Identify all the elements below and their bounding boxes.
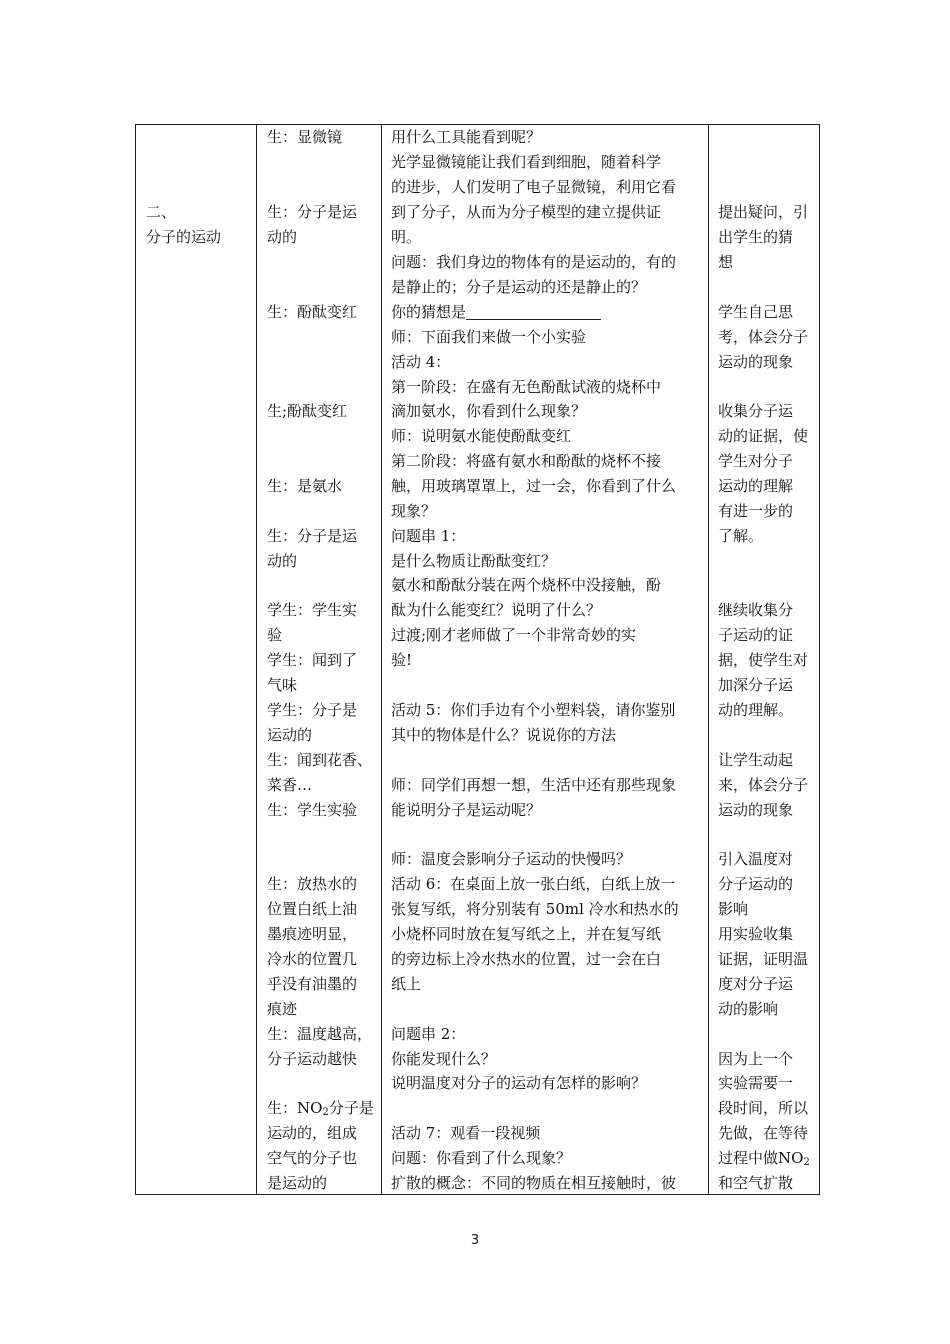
teacher-line: 小烧杯同时放在复写纸之上，并在复写纸 xyxy=(391,925,662,943)
intent-line: 先做，在等待 xyxy=(718,1124,809,1142)
teacher-line: 活动 7：观看一段视频 xyxy=(391,1124,541,1142)
student-line: 生：$NO_2$分子是 xyxy=(267,1099,374,1118)
student-line: 运动的 xyxy=(267,726,313,744)
intent-line: 运动的现象 xyxy=(718,353,794,371)
student-line: 学生：学生实 xyxy=(267,601,358,619)
teacher-line: 光学显微镜能让我们看到细胞，随着科学 xyxy=(391,153,662,171)
intent-line: 分子运动的 xyxy=(718,875,794,893)
teacher-line: 扩散的概念：不同的物质在相互接触时，彼 xyxy=(391,1174,677,1192)
student-line: 是运动的 xyxy=(267,1174,328,1192)
student-line: 动的 xyxy=(267,228,298,246)
intent-line: 学生自己思 xyxy=(718,303,794,321)
teacher-line: 是什么物质让酚酞变红？ xyxy=(391,552,557,570)
student-line: 生：分子是运 xyxy=(267,203,358,221)
student-line: 菜香… xyxy=(267,776,313,794)
intent-line: 考，体会分子 xyxy=(718,328,809,346)
intent-line: 引入温度对 xyxy=(718,850,794,868)
teacher-line: 验! xyxy=(391,651,413,669)
teacher-line: 活动 5：你们手边有个小塑料袋，请你鉴别 xyxy=(391,701,676,719)
intent-line: 学生对分子 xyxy=(718,452,794,470)
answer-blank xyxy=(466,303,601,320)
intent-line: 出学生的猜 xyxy=(718,228,794,246)
student-line: 生：学生实验 xyxy=(267,801,358,819)
column-divider xyxy=(708,125,709,1194)
student-line: 生;酚酞变红 xyxy=(267,402,348,420)
student-line: 冷水的位置几 xyxy=(267,950,358,968)
intent-line: 动的影响 xyxy=(718,1000,779,1018)
section-column xyxy=(146,125,254,1194)
student-line: 学生：分子是 xyxy=(267,701,358,719)
teacher-line: 问题串 1： xyxy=(391,527,466,545)
teacher-line: 明。 xyxy=(391,228,422,246)
teacher-line: 说明温度对分子的运动有怎样的影响？ xyxy=(391,1074,647,1092)
student-line: 乎没有油墨的 xyxy=(267,975,358,993)
intent-line: 有进一步的 xyxy=(718,502,794,520)
student-line: 生：温度越高， xyxy=(267,1025,373,1043)
intent-line: 来，体会分子 xyxy=(718,776,809,794)
student-line: 验 xyxy=(267,626,283,644)
student-line: 生：是氨水 xyxy=(267,477,343,495)
intent-line: 了解。 xyxy=(718,527,764,545)
intent-line: 提出疑问，引 xyxy=(718,203,809,221)
student-line: 墨痕迹明显， xyxy=(267,925,358,943)
teacher-line: 活动 6：在桌面上放一张白纸，白纸上放一 xyxy=(391,875,676,893)
teacher-line: 问题：我们身边的物体有的是运动的，有的 xyxy=(391,253,677,271)
intent-line: 继续收集分 xyxy=(718,601,794,619)
student-activity-column xyxy=(267,125,375,1194)
intent-line: 段时间，所以 xyxy=(718,1099,809,1117)
design-intent-column xyxy=(718,125,812,1194)
intent-line: 加深分子运 xyxy=(718,676,794,694)
intent-line: 据，使学生对 xyxy=(718,651,809,669)
teacher-line: 纸上 xyxy=(391,975,422,993)
teacher-line: 触，用玻璃罩罩上，过一会，你看到了什么 xyxy=(391,477,677,495)
intent-line: 想 xyxy=(718,253,734,271)
student-line: 空气的分子也 xyxy=(267,1149,358,1167)
intent-line: 运动的现象 xyxy=(718,801,794,819)
student-line: 运动的，组成 xyxy=(267,1124,358,1142)
teacher-line: 能说明分子是运动呢？ xyxy=(391,801,542,819)
column-divider xyxy=(256,125,257,1194)
intent-line: 实验需要一 xyxy=(718,1074,794,1092)
teacher-line: 问题串 2： xyxy=(391,1025,466,1043)
teacher-line: 师：温度会影响分子运动的快慢吗？ xyxy=(391,850,632,868)
intent-line: 动的理解。 xyxy=(718,701,794,719)
intent-line: 影响 xyxy=(718,900,749,918)
teacher-line: 用什么工具能看到呢？ xyxy=(391,128,542,146)
teacher-line: 你能发现什么？ xyxy=(391,1050,497,1068)
teacher-line: 的旁边标上冷水热水的位置，过一会在白 xyxy=(391,950,662,968)
teacher-line: 师：同学们再想一想，生活中还有那些现象 xyxy=(391,776,677,794)
teacher-line: 的进步，人们发明了电子显微镜，利用它看 xyxy=(391,178,677,196)
student-line: 生：酚酞变红 xyxy=(267,303,358,321)
intent-line: 让学生动起 xyxy=(718,751,794,769)
intent-line: 子运动的证 xyxy=(718,626,794,644)
teacher-line: 滴加氨水，你看到什么现象？ xyxy=(391,402,587,420)
teacher-line: 张复写纸，将分别装有 50ml 冷水和热水的 xyxy=(391,900,679,918)
intent-line: 过程中做$NO_2$ xyxy=(718,1149,810,1168)
student-line: 气味 xyxy=(267,676,298,694)
student-line: 位置白纸上油 xyxy=(267,900,358,918)
intent-line: 度对分子运 xyxy=(718,975,794,993)
teacher-line: 是静止的；分子是运动的还是静止的？ xyxy=(391,278,647,296)
teacher-line: 过渡;刚才老师做了一个非常奇妙的实 xyxy=(391,626,637,644)
intent-line: 收集分子运 xyxy=(718,402,794,420)
teacher-line: 师：说明氨水能使酚酞变红 xyxy=(391,427,572,445)
student-line: 生：分子是运 xyxy=(267,527,358,545)
intent-line: 动的证据，使 xyxy=(718,427,809,445)
teacher-line: 到了分子，从而为分子模型的建立提供证 xyxy=(391,203,662,221)
teacher-line: 酞为什么能变红？说明了什么？ xyxy=(391,601,602,619)
column-divider xyxy=(381,125,382,1194)
teacher-line: 其中的物体是什么？说说你的方法 xyxy=(391,726,617,744)
intent-line: 和空气扩散 xyxy=(718,1174,794,1192)
teacher-line: 第二阶段：将盛有氨水和酚酞的烧杯不接 xyxy=(391,452,662,470)
intent-line: 证据，证明温 xyxy=(718,950,809,968)
intent-line: 用实验收集 xyxy=(718,925,794,943)
teacher-line: 师：下面我们来做一个小实验 xyxy=(391,328,587,346)
student-line: 动的 xyxy=(267,552,298,570)
teacher-line: 第一阶段：在盛有无色酚酞试液的烧杯中 xyxy=(391,378,662,396)
intent-line: 因为上一个 xyxy=(718,1050,794,1068)
student-line: 生：放热水的 xyxy=(267,875,358,893)
student-line: 痕迹 xyxy=(267,1000,298,1018)
student-line: 学生：闻到了 xyxy=(267,651,358,669)
student-line: 分子运动越快 xyxy=(267,1050,358,1068)
teacher-line: 氨水和酚酞分装在两个烧杯中没接触，酚 xyxy=(391,576,662,594)
teacher-line: 活动 4： xyxy=(391,353,451,371)
section-title: 分子的运动 xyxy=(146,228,222,246)
teacher-line: 问题：你看到了什么现象？ xyxy=(391,1149,572,1167)
teacher-line: 你的猜想是 xyxy=(391,300,601,325)
page-number: 3 xyxy=(470,1233,480,1248)
intent-line: 运动的理解 xyxy=(718,477,794,495)
student-line: 生：显微镜 xyxy=(267,128,343,146)
teacher-activity-column xyxy=(391,125,701,1194)
student-line: 生：闻到花香、 xyxy=(267,751,373,769)
teacher-line: 现象？ xyxy=(391,502,437,520)
section-number: 二、 xyxy=(146,203,177,221)
lesson-table xyxy=(135,124,820,1195)
